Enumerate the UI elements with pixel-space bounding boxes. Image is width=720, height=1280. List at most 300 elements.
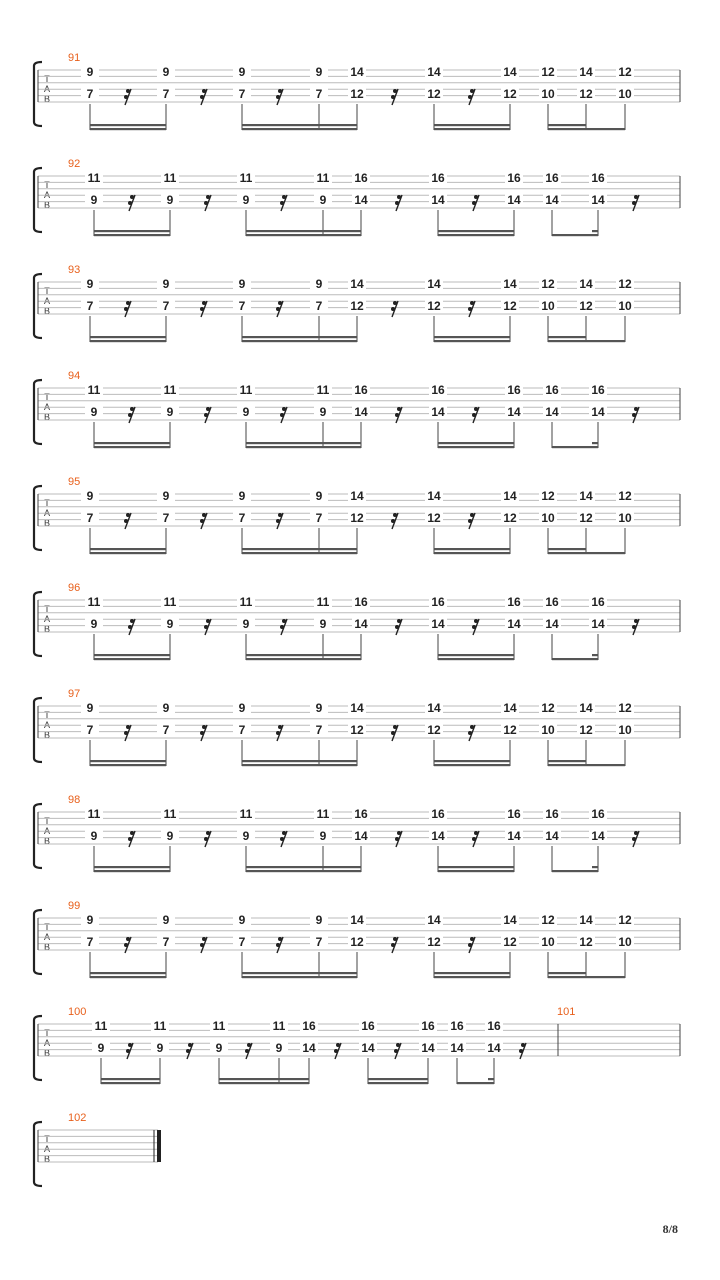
fret-number: 11: [87, 171, 101, 185]
fret-number: 16: [431, 171, 445, 185]
beam: [434, 552, 510, 554]
fret-number: 11: [272, 1019, 286, 1033]
beam: [548, 548, 586, 550]
sixteenth-rest-icon: [124, 725, 131, 741]
fret-number: 14: [350, 489, 364, 503]
fret-number: 16: [354, 383, 368, 397]
fret-number: 14: [591, 617, 605, 631]
beam: [457, 1082, 494, 1084]
measure-number: 91: [68, 52, 81, 64]
beam: [94, 446, 170, 448]
fret-number: 11: [316, 383, 330, 397]
fret-number: 14: [354, 193, 368, 207]
fret-number: 10: [618, 511, 632, 525]
fret-number: 16: [591, 595, 605, 609]
fret-number: 14: [350, 913, 364, 927]
beam: [242, 340, 357, 342]
tab-clef: T A B: [43, 816, 50, 846]
sixteenth-rest-icon: [280, 195, 287, 211]
fret-number: 9: [215, 1041, 223, 1055]
beam: [90, 552, 166, 554]
fret-number: 14: [545, 405, 559, 419]
beam: [438, 230, 514, 232]
fret-number: 7: [315, 299, 323, 313]
beam: [434, 128, 510, 130]
fret-number: 16: [361, 1019, 375, 1033]
fret-number: 14: [350, 65, 364, 79]
fret-number: 11: [239, 383, 253, 397]
sixteenth-rest-icon: [276, 937, 283, 953]
fret-number: 16: [591, 171, 605, 185]
beam: [552, 446, 598, 448]
sixteenth-rest-icon: [391, 89, 398, 105]
beam: [90, 336, 166, 338]
sixteenth-rest-icon: [280, 831, 287, 847]
fret-number: 14: [503, 65, 517, 79]
fret-number: 9: [238, 277, 246, 291]
fret-number: 9: [275, 1041, 283, 1055]
sixteenth-rest-icon: [204, 195, 211, 211]
beam: [438, 658, 514, 660]
fret-number: 9: [162, 65, 170, 79]
beam: [438, 442, 514, 444]
fret-number: 9: [90, 617, 98, 631]
sixteenth-rest-icon: [276, 513, 283, 529]
fret-number: 14: [579, 701, 593, 715]
fret-number: 12: [427, 87, 441, 101]
sixteenth-rest-icon: [395, 619, 402, 635]
fret-number: 12: [350, 299, 364, 313]
fret-number: 12: [618, 65, 632, 79]
beam: [242, 128, 357, 130]
beam: [90, 124, 166, 126]
sixteenth-rest-icon: [468, 89, 475, 105]
sixteenth-rest-icon: [276, 725, 283, 741]
fret-number: 9: [162, 489, 170, 503]
beam: [219, 1082, 309, 1084]
beam: [94, 654, 170, 656]
sixteenth-rest-icon: [126, 1043, 133, 1059]
fret-number: 10: [618, 87, 632, 101]
beam: [434, 972, 510, 974]
beam: [90, 764, 166, 766]
measure-number: 97: [68, 688, 81, 700]
beam: [242, 976, 357, 978]
tab-clef: T A B: [43, 498, 50, 528]
sixteenth-rest-icon: [391, 513, 398, 529]
tab-clef: T A B: [43, 922, 50, 952]
beam: [548, 760, 586, 762]
fret-number: 10: [541, 723, 555, 737]
sixteenth-rest-icon: [391, 725, 398, 741]
fret-number: 9: [166, 405, 174, 419]
fret-number: 12: [427, 935, 441, 949]
beam: [434, 340, 510, 342]
fret-number: 9: [238, 701, 246, 715]
fret-number: 12: [503, 723, 517, 737]
fret-number: 7: [162, 299, 170, 313]
sixteenth-rest-icon: [124, 89, 131, 105]
sixteenth-rest-icon: [204, 831, 211, 847]
tab-clef: T A B: [43, 74, 50, 104]
beam: [548, 972, 586, 974]
fret-number: 14: [427, 65, 441, 79]
sixteenth-rest-icon: [200, 301, 207, 317]
beam: [548, 124, 586, 126]
fret-number: 7: [315, 87, 323, 101]
sixteenth-rest-icon: [186, 1043, 193, 1059]
fret-number: 14: [431, 617, 445, 631]
tab-staff-svg: [0, 476, 720, 566]
tab-staff-svg: [0, 1006, 720, 1096]
tab-staff-svg: [0, 794, 720, 884]
fret-number: 14: [507, 193, 521, 207]
sixteenth-rest-icon: [128, 619, 135, 635]
beam: [90, 972, 166, 974]
sixteenth-rest-icon: [632, 407, 639, 423]
fret-number: 9: [319, 193, 327, 207]
fret-number: 11: [212, 1019, 226, 1033]
measure-number: 99: [68, 900, 81, 912]
fret-number: 9: [166, 617, 174, 631]
tab-system: [0, 158, 720, 248]
sixteenth-rest-icon: [124, 937, 131, 953]
beam: [434, 976, 510, 978]
sixteenth-rest-icon: [200, 513, 207, 529]
beam-stub: [592, 442, 598, 444]
sixteenth-rest-icon: [245, 1043, 252, 1059]
tab-system: [0, 476, 720, 566]
sixteenth-rest-icon: [468, 725, 475, 741]
fret-number: 14: [503, 913, 517, 927]
beam: [586, 976, 625, 978]
sixteenth-rest-icon: [391, 937, 398, 953]
fret-number: 14: [354, 829, 368, 843]
beam: [434, 764, 510, 766]
fret-number: 14: [579, 65, 593, 79]
measure-number: 98: [68, 794, 81, 806]
beam: [246, 866, 361, 868]
fret-number: 11: [239, 171, 253, 185]
measure-number: 95: [68, 476, 81, 488]
fret-number: 11: [316, 807, 330, 821]
measure-number: 96: [68, 582, 81, 594]
sixteenth-rest-icon: [391, 301, 398, 317]
fret-number: 11: [94, 1019, 108, 1033]
measure-number: 93: [68, 264, 81, 276]
fret-number: 16: [354, 171, 368, 185]
fret-number: 9: [319, 405, 327, 419]
fret-number: 9: [90, 405, 98, 419]
fret-number: 14: [507, 617, 521, 631]
beam: [94, 866, 170, 868]
sixteenth-rest-icon: [124, 513, 131, 529]
measure-number: 92: [68, 158, 81, 170]
sixteenth-rest-icon: [394, 1043, 401, 1059]
fret-number: 7: [315, 935, 323, 949]
fret-number: 16: [545, 383, 559, 397]
tab-staff-svg: [0, 158, 720, 248]
beam: [94, 442, 170, 444]
fret-number: 9: [319, 829, 327, 843]
beam: [242, 760, 357, 762]
beam-stub: [592, 866, 598, 868]
fret-number: 12: [618, 489, 632, 503]
tab-staff-svg: [0, 582, 720, 672]
sixteenth-rest-icon: [280, 619, 287, 635]
fret-number: 12: [503, 935, 517, 949]
fret-number: 14: [427, 913, 441, 927]
fret-number: 7: [86, 723, 94, 737]
fret-number: 14: [431, 405, 445, 419]
beam: [242, 764, 357, 766]
fret-number: 7: [238, 87, 246, 101]
sixteenth-rest-icon: [468, 513, 475, 529]
fret-number: 14: [545, 617, 559, 631]
beam: [368, 1078, 428, 1080]
fret-number: 16: [354, 595, 368, 609]
beam: [94, 230, 170, 232]
beam: [246, 234, 361, 236]
beam: [586, 340, 625, 342]
beam: [242, 552, 357, 554]
fret-number: 10: [541, 935, 555, 949]
fret-number: 9: [166, 829, 174, 843]
beam: [438, 870, 514, 872]
beam: [242, 336, 357, 338]
sixteenth-rest-icon: [395, 195, 402, 211]
beam: [548, 336, 586, 338]
fret-number: 9: [86, 277, 94, 291]
beam: [90, 340, 166, 342]
tab-system: [0, 1112, 720, 1202]
fret-number: 11: [163, 383, 177, 397]
beam: [246, 654, 361, 656]
fret-number: 7: [86, 935, 94, 949]
fret-number: 11: [87, 383, 101, 397]
fret-number: 12: [503, 511, 517, 525]
fret-number: 7: [162, 723, 170, 737]
fret-number: 14: [421, 1041, 435, 1055]
fret-number: 14: [503, 489, 517, 503]
beam: [90, 760, 166, 762]
fret-number: 10: [541, 511, 555, 525]
fret-number: 11: [153, 1019, 167, 1033]
beam: [586, 128, 625, 130]
fret-number: 14: [579, 277, 593, 291]
fret-number: 10: [618, 299, 632, 313]
tab-clef: T A B: [43, 286, 50, 316]
tab-clef: T A B: [43, 392, 50, 422]
measure-number: 100: [68, 1006, 87, 1018]
fret-number: 9: [242, 617, 250, 631]
beam: [434, 548, 510, 550]
sixteenth-rest-icon: [472, 195, 479, 211]
tab-system: [0, 1006, 720, 1096]
fret-number: 12: [541, 913, 555, 927]
fret-number: 10: [541, 299, 555, 313]
fret-number: 12: [350, 87, 364, 101]
beam: [101, 1082, 160, 1084]
beam: [368, 1082, 428, 1084]
sixteenth-rest-icon: [200, 937, 207, 953]
beam: [94, 234, 170, 236]
beam: [90, 128, 166, 130]
fret-number: 14: [427, 701, 441, 715]
fret-number: 16: [302, 1019, 316, 1033]
tab-clef: T A B: [43, 604, 50, 634]
fret-number: 14: [579, 489, 593, 503]
sixteenth-rest-icon: [472, 407, 479, 423]
fret-number: 9: [242, 829, 250, 843]
fret-number: 7: [162, 511, 170, 525]
fret-number: 16: [431, 595, 445, 609]
fret-number: 9: [242, 405, 250, 419]
beam: [434, 336, 510, 338]
beam: [246, 658, 361, 660]
fret-number: 9: [90, 829, 98, 843]
tab-staff-svg: [0, 52, 720, 142]
tab-staff-svg: [0, 1112, 720, 1202]
tab-system: [0, 794, 720, 884]
measure-number: 102: [68, 1112, 87, 1124]
fret-number: 10: [541, 87, 555, 101]
sixteenth-rest-icon: [395, 831, 402, 847]
fret-number: 9: [238, 913, 246, 927]
fret-number: 7: [238, 935, 246, 949]
fret-number: 12: [503, 87, 517, 101]
fret-number: 11: [163, 171, 177, 185]
fret-number: 12: [350, 935, 364, 949]
fret-number: 9: [238, 65, 246, 79]
beam: [242, 548, 357, 550]
sixteenth-rest-icon: [276, 89, 283, 105]
fret-number: 11: [239, 807, 253, 821]
beam: [94, 658, 170, 660]
sixteenth-rest-icon: [128, 195, 135, 211]
beam: [242, 972, 357, 974]
fret-number: 9: [97, 1041, 105, 1055]
fret-number: 9: [238, 489, 246, 503]
fret-number: 14: [431, 193, 445, 207]
fret-number: 7: [315, 511, 323, 525]
fret-number: 16: [487, 1019, 501, 1033]
beam-stub: [592, 654, 598, 656]
fret-number: 12: [427, 511, 441, 525]
sixteenth-rest-icon: [200, 725, 207, 741]
fret-number: 12: [427, 299, 441, 313]
fret-number: 12: [541, 65, 555, 79]
fret-number: 16: [507, 383, 521, 397]
sixteenth-rest-icon: [334, 1043, 341, 1059]
beam: [548, 340, 586, 342]
fret-number: 16: [421, 1019, 435, 1033]
beam: [90, 548, 166, 550]
fret-number: 9: [90, 193, 98, 207]
fret-number: 12: [541, 277, 555, 291]
tab-staff-svg: [0, 900, 720, 990]
beam: [434, 124, 510, 126]
beam: [246, 230, 361, 232]
fret-number: 7: [238, 299, 246, 313]
tab-system: [0, 688, 720, 778]
fret-number: 12: [579, 87, 593, 101]
beam-stub: [488, 1078, 494, 1080]
fret-number: 14: [507, 405, 521, 419]
tab-system: [0, 370, 720, 460]
fret-number: 7: [162, 935, 170, 949]
beam: [438, 234, 514, 236]
tab-staff-svg: [0, 688, 720, 778]
beam: [586, 552, 625, 554]
tab-clef: T A B: [43, 180, 50, 210]
fret-number: 9: [162, 913, 170, 927]
fret-number: 9: [166, 193, 174, 207]
fret-number: 14: [503, 277, 517, 291]
tab-system: [0, 582, 720, 672]
fret-number: 11: [316, 595, 330, 609]
fret-number: 16: [545, 807, 559, 821]
beam: [552, 870, 598, 872]
beam-stub: [592, 230, 598, 232]
fret-number: 14: [579, 913, 593, 927]
fret-number: 10: [618, 723, 632, 737]
fret-number: 12: [618, 277, 632, 291]
fret-number: 12: [541, 701, 555, 715]
sixteenth-rest-icon: [200, 89, 207, 105]
beam: [552, 658, 598, 660]
beam: [548, 764, 586, 766]
fret-number: 9: [315, 489, 323, 503]
fret-number: 14: [350, 701, 364, 715]
fret-number: 12: [427, 723, 441, 737]
beam: [246, 446, 361, 448]
beam: [438, 866, 514, 868]
fret-number: 14: [354, 617, 368, 631]
sixteenth-rest-icon: [632, 619, 639, 635]
fret-number: 9: [86, 913, 94, 927]
fret-number: 16: [591, 383, 605, 397]
tab-clef: T A B: [43, 1134, 50, 1164]
fret-number: 12: [350, 511, 364, 525]
fret-number: 12: [350, 723, 364, 737]
fret-number: 9: [315, 913, 323, 927]
fret-number: 12: [541, 489, 555, 503]
beam: [246, 442, 361, 444]
fret-number: 7: [315, 723, 323, 737]
fret-number: 16: [507, 595, 521, 609]
tab-system: [0, 900, 720, 990]
beam: [548, 552, 586, 554]
fret-number: 10: [618, 935, 632, 949]
fret-number: 14: [503, 701, 517, 715]
fret-number: 7: [162, 87, 170, 101]
fret-number: 9: [162, 277, 170, 291]
beam: [246, 870, 361, 872]
beam: [438, 446, 514, 448]
fret-number: 9: [86, 489, 94, 503]
fret-number: 16: [545, 595, 559, 609]
sixteenth-rest-icon: [472, 831, 479, 847]
fret-number: 9: [315, 701, 323, 715]
sixteenth-rest-icon: [632, 831, 639, 847]
fret-number: 12: [503, 299, 517, 313]
fret-number: 9: [315, 65, 323, 79]
tab-staff-svg: [0, 264, 720, 354]
fret-number: 11: [316, 171, 330, 185]
beam: [219, 1078, 309, 1080]
fret-number: 12: [579, 935, 593, 949]
